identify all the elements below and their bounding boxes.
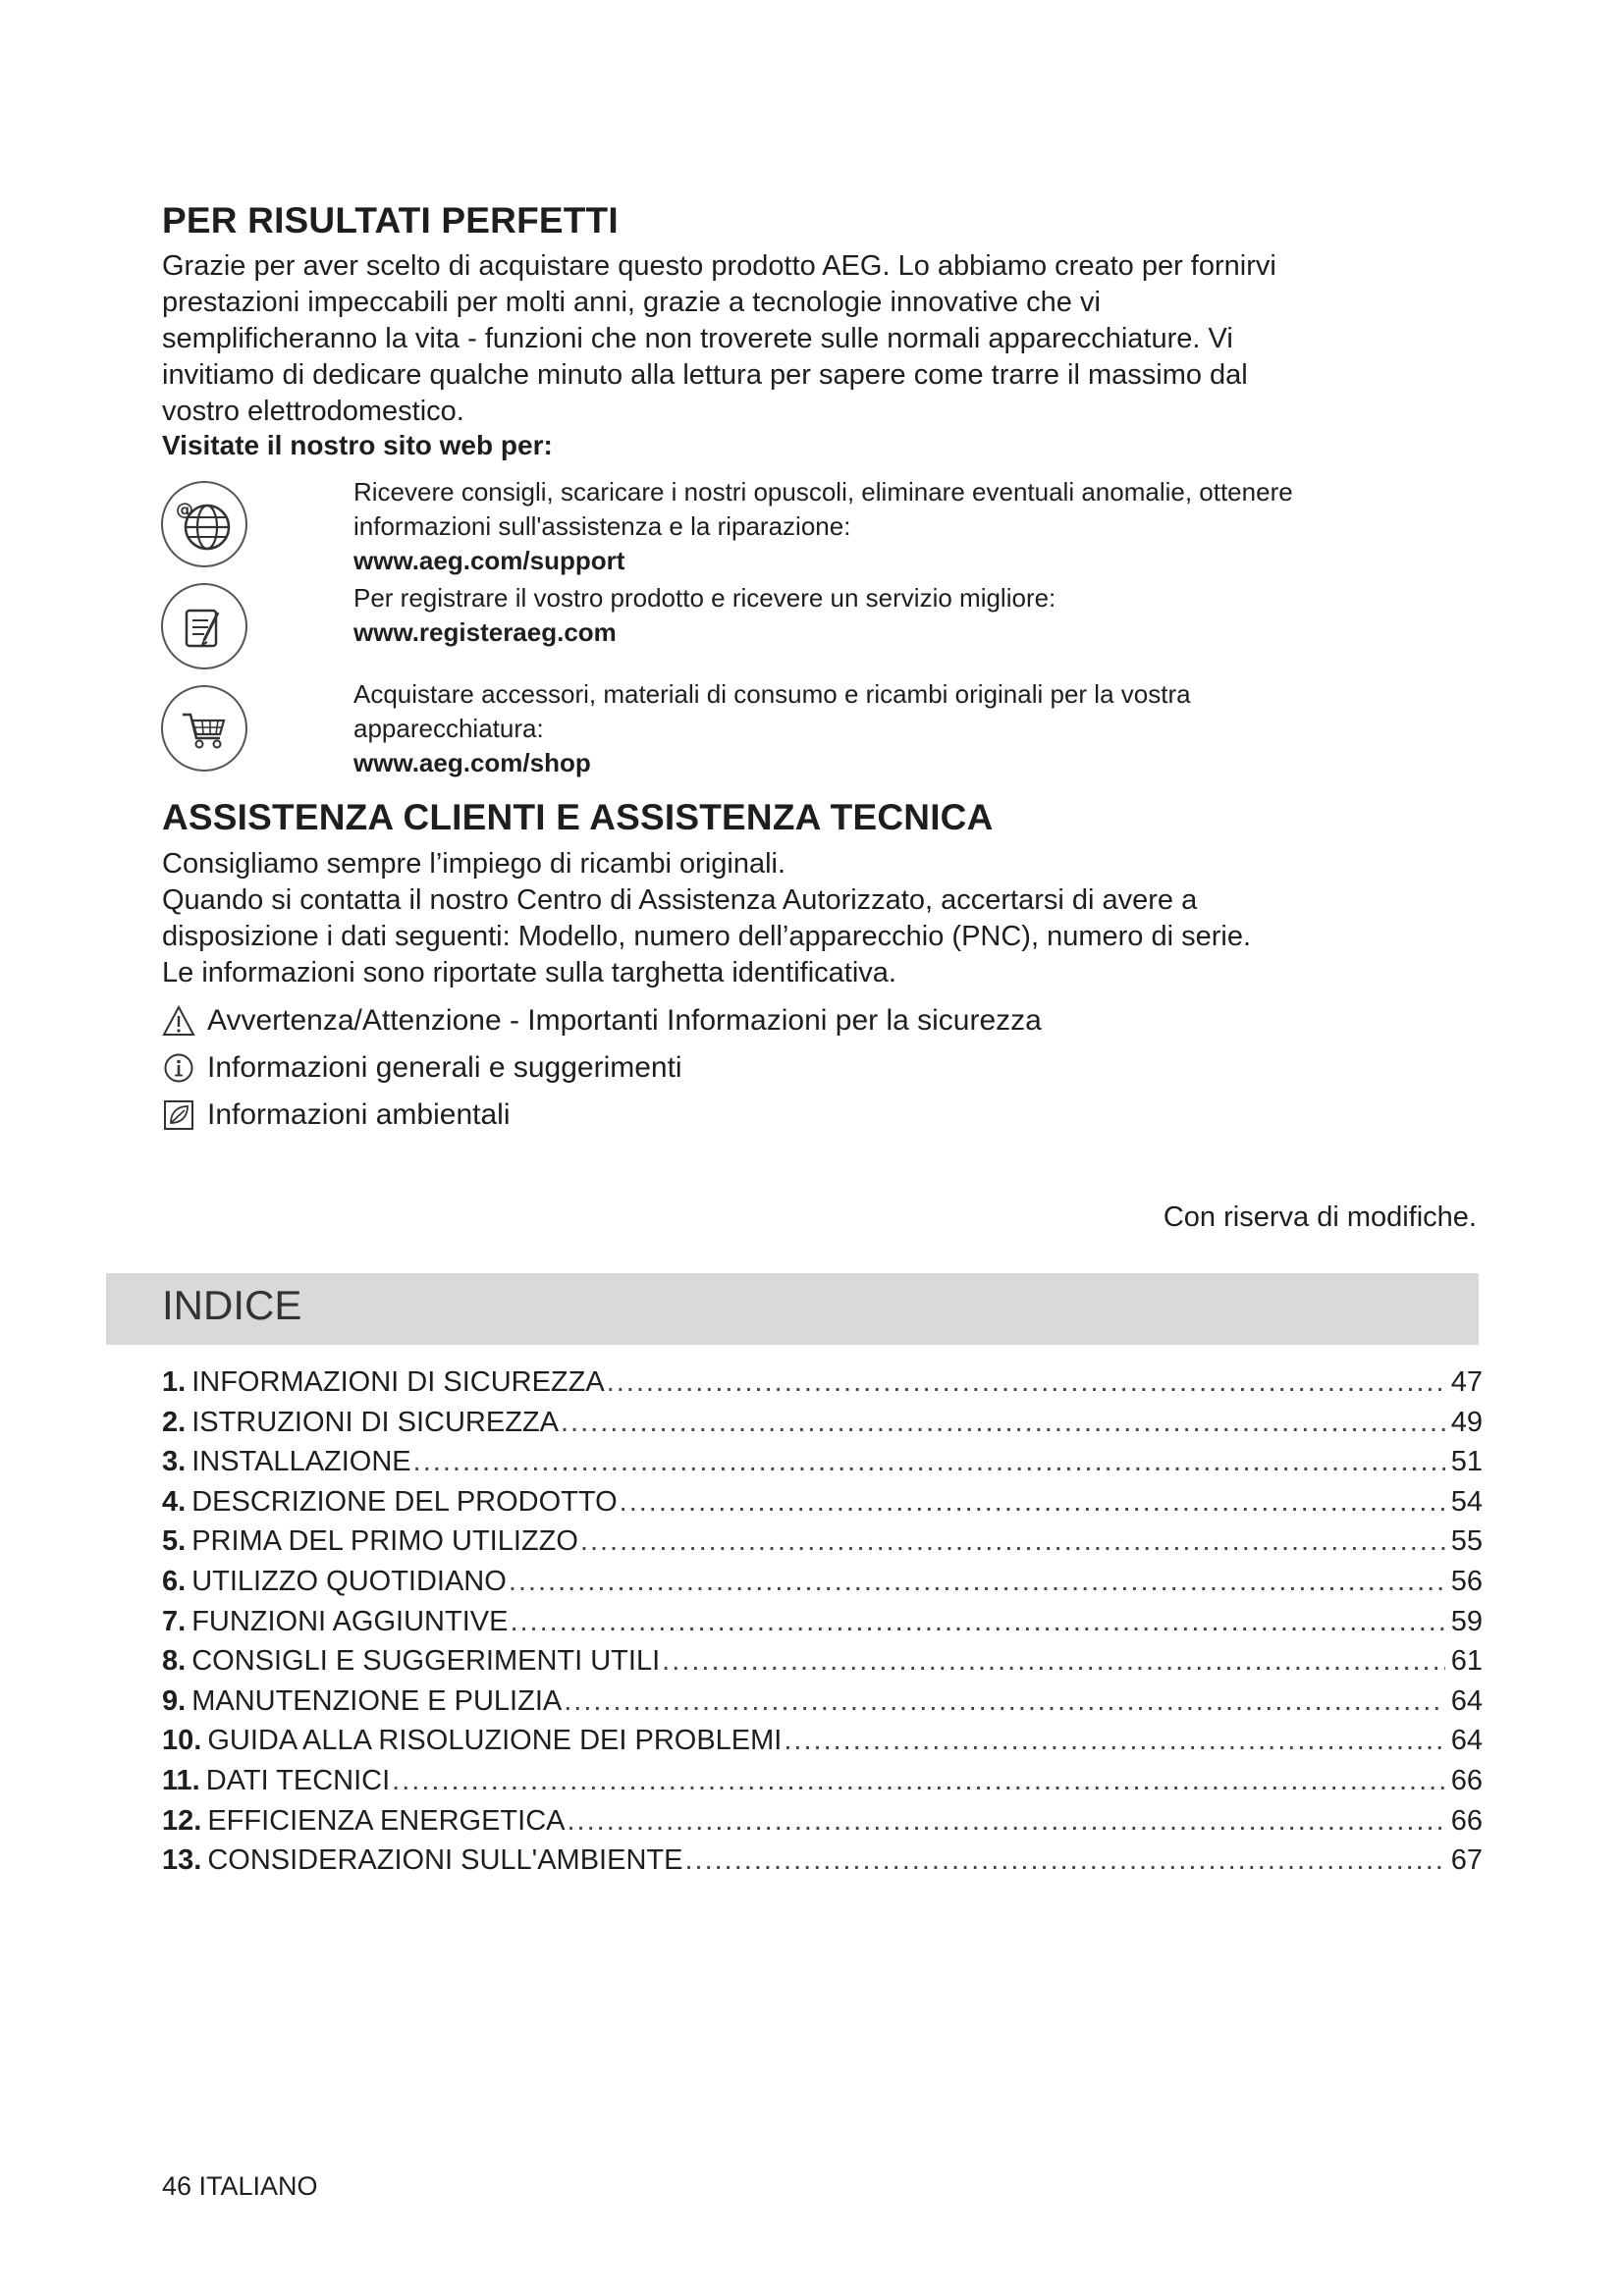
toc-entry[interactable] [162,1721,1483,1761]
toc-leader [413,1442,1445,1482]
intro-line: prestazioni impeccabili per molti anni, grazie a tecnologie innovative che vi [162,287,1101,318]
toc-num: 7. [162,1605,187,1637]
toc-leader [510,1602,1445,1642]
assistenza-line: Le informazioni sono riportate sulla targhetta identificativa. [162,957,896,988]
toc-num: 9. [162,1684,187,1717]
toc-leader [568,1801,1446,1842]
toc-num: 4. [162,1485,187,1518]
web-item-text [353,677,1453,780]
toc-num: 10. [162,1725,202,1757]
intro-line: semplificheranno la vita - funzioni che non troverete sulle normali apparecchiature. Vi [162,323,1233,354]
toc-label: INFORMAZIONI DI SICUREZZA [191,1366,605,1398]
legend-label: Informazioni generali e suggerimenti [207,1051,682,1084]
warning-triangle-icon [162,1004,195,1038]
toc-num: 11. [162,1764,200,1796]
web-text-line: informazioni sull'assistenza e la riparazione: [353,511,851,541]
legend-info [162,1048,682,1088]
toc-page: 49 [1450,1406,1483,1438]
index-title: INDICE [162,1282,302,1328]
toc-entry[interactable] [162,1362,1483,1403]
web-item-shop [157,677,1483,785]
svg-text:@: @ [176,500,193,520]
toc-entry[interactable] [162,1442,1483,1482]
toc-page: 67 [1450,1844,1483,1877]
intro-line: invitiamo di dedicare qualche minuto alla lettura per sapere come trarre il massimo dal [162,359,1248,391]
section-title-risultati: PER RISULTATI PERFETTI [162,200,619,240]
web-item-text [353,475,1453,578]
toc-leader [607,1362,1445,1403]
assistenza-line: Consigliamo sempre l’impiego di ricambi originali. [162,848,786,880]
toc-label: ISTRUZIONI DI SICUREZZA [191,1406,559,1438]
toc-num: 12. [162,1804,202,1837]
toc-label: CONSIGLI E SUGGERIMENTI UTILI [191,1645,661,1678]
page-footer: 46 ITALIANO [162,2171,318,2201]
visit-label: Visitate il nostro sito web per: [162,430,553,460]
web-item-text [353,581,1453,650]
legend-label: Informazioni ambientali [207,1098,511,1131]
toc-entry[interactable] [162,1801,1483,1842]
toc-leader [784,1721,1445,1761]
toc-page: 54 [1450,1485,1483,1518]
toc-entry[interactable] [162,1602,1483,1642]
toc-entry[interactable] [162,1761,1483,1801]
toc-page: 66 [1450,1764,1483,1796]
toc-page: 64 [1450,1684,1483,1717]
toc-num: 2. [162,1406,187,1438]
legend-warning [162,1001,1042,1041]
toc-label: DATI TECNICI [205,1764,391,1796]
toc-leader [684,1841,1445,1881]
web-text-line: apparecchiatura: [353,714,544,743]
web-text-line: Ricevere consigli, scaricare i nostri opuscoli, eliminare eventuali anomalie, ottenere [353,477,1293,507]
index-header-bar [106,1273,1479,1345]
toc-leader [662,1641,1445,1682]
toc-page: 61 [1450,1645,1483,1678]
toc-leader [392,1761,1445,1801]
toc-entry[interactable] [162,1522,1483,1562]
toc-leader [580,1522,1445,1562]
toc-label: PRIMA DEL PRIMO UTILIZZO [191,1525,578,1558]
shop-link[interactable]: www.aeg.com/shop [353,748,591,777]
toc-num: 13. [162,1844,202,1877]
toc-leader [509,1562,1445,1602]
toc-entry[interactable] [162,1841,1483,1881]
assistenza-paragraph [162,846,1483,991]
section-title-assistenza: ASSISTENZA CLIENTI E ASSISTENZA TECNICA [162,797,994,837]
web-text-line: Per registrare il vostro prodotto e ricevere un servizio migliore: [353,583,1056,613]
toc-entry[interactable] [162,1562,1483,1602]
toc-label: GUIDA ALLA RISOLUZIONE DEI PROBLEMI [207,1725,783,1757]
web-item-register [157,581,1483,679]
register-link[interactable]: www.registeraeg.com [353,617,617,647]
toc-entry[interactable] [162,1403,1483,1443]
toc-label: UTILIZZO QUOTIDIANO [191,1565,507,1597]
toc-label: DESCRIZIONE DEL PRODOTTO [191,1485,618,1518]
toc-entry[interactable] [162,1682,1483,1722]
legend-environment [162,1095,510,1135]
assistenza-line: disposizione i dati seguenti: Modello, numero dell’apparecchio (PNC), numero di serie. [162,921,1252,952]
toc-label: MANUTENZIONE E PULIZIA [191,1684,563,1717]
toc-page: 66 [1450,1804,1483,1837]
intro-line: Grazie per aver scelto di acquistare questo prodotto AEG. Lo abbiamo creato per fornirvi [162,250,1276,282]
legend-label: Avvertenza/Attenzione - Importanti Informazioni per la sicurezza [207,1004,1042,1037]
toc-page: 51 [1450,1446,1483,1478]
toc-num: 8. [162,1645,187,1678]
support-link[interactable]: www.aeg.com/support [353,546,625,575]
info-circle-icon [162,1051,195,1085]
toc-num: 5. [162,1525,187,1558]
toc-label: CONSIDERAZIONI SULL'AMBIENTE [207,1844,683,1877]
toc-page: 64 [1450,1725,1483,1757]
table-of-contents [162,1362,1483,1881]
toc-entry[interactable] [162,1641,1483,1682]
toc-num: 1. [162,1366,187,1398]
environment-leaf-icon [162,1098,195,1132]
intro-paragraph [162,248,1483,430]
toc-entry[interactable] [162,1482,1483,1522]
web-globe-icon [161,481,247,567]
intro-line: vostro elettrodomestico. [162,396,464,427]
toc-label: INSTALLAZIONE [191,1446,411,1478]
assistenza-line: Quando si contatta il nostro Centro di Assistenza Autorizzato, accertarsi di avere a [162,884,1198,916]
toc-label: EFFICIENZA ENERGETICA [207,1804,566,1837]
register-notepad-icon [161,583,247,669]
toc-leader [561,1403,1445,1443]
toc-label: FUNZIONI AGGIUNTIVE [191,1605,509,1637]
toc-leader [620,1482,1445,1522]
web-item-support [157,475,1483,583]
web-text-line: Acquistare accessori, materiali di consumo e ricambi originali per la vostra [353,679,1191,709]
toc-num: 3. [162,1446,187,1478]
toc-page: 47 [1450,1366,1483,1398]
toc-leader [564,1682,1445,1722]
shopping-cart-icon [161,685,247,772]
toc-page: 59 [1450,1605,1483,1637]
reserve-note: Con riserva di modifiche. [1163,1201,1477,1233]
toc-num: 6. [162,1565,187,1597]
toc-page: 55 [1450,1525,1483,1558]
toc-page: 56 [1450,1565,1483,1597]
